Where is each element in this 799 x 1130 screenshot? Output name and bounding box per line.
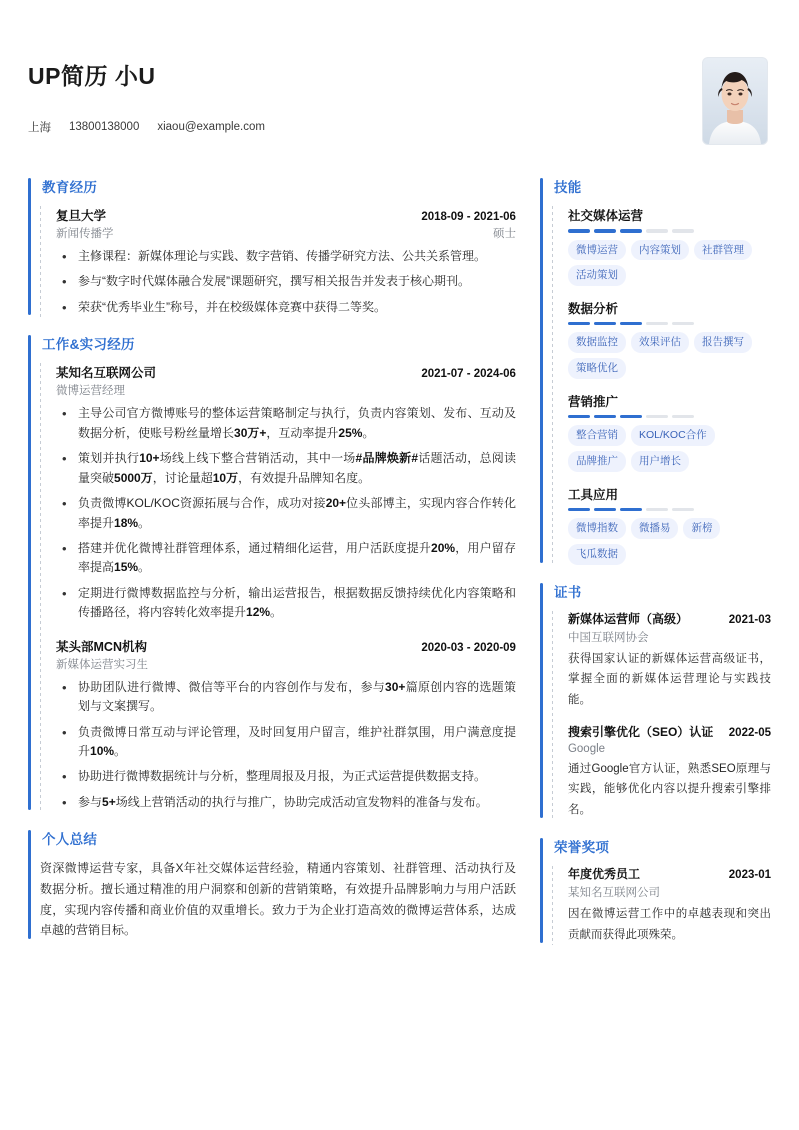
skill-level-bar (568, 508, 771, 512)
work-entry (56, 637, 516, 813)
avatar (703, 58, 767, 144)
skills-groups (552, 206, 771, 565)
entry-head (568, 724, 771, 741)
work-bullets (56, 678, 516, 813)
entry-head (56, 637, 516, 655)
certificate-entry (568, 724, 771, 820)
certificate-name: 新媒体运营师（高级） (567, 611, 688, 626)
job-title: 微博运营经理 (56, 385, 125, 398)
entry-sub-row (56, 656, 516, 672)
skill-level-bar (568, 415, 771, 419)
list-item: • 协助团队进行微博、微信等平台的内容创作与发布，参与30+篇原创内容的选题策划与文案撰写。 (56, 678, 516, 717)
skill-tag: 整合营销 (568, 425, 626, 446)
work-entry (56, 363, 516, 622)
list-item: • 策划并执行10+场线上线下整合营销活动，其中一场#品牌焕新#话题活动，总阅读量突破5000万，讨论量超10万，有效提升品牌知名度。 (56, 449, 516, 488)
skill-level-segment (672, 322, 694, 326)
honor-name: 年度优秀员工 (567, 867, 640, 882)
resume-columns (28, 176, 771, 961)
skill-group (568, 392, 771, 472)
job-title: 新媒体运营实习生 (56, 658, 148, 671)
skill-tag: 内容策划 (631, 240, 689, 261)
skill-level-segment (620, 322, 642, 326)
skill-tag: 品牌推广 (568, 451, 626, 472)
certificate-date: 2021-03 (728, 613, 771, 626)
entry-head (568, 611, 771, 628)
certificate-description: 通过Google官方认证，熟悉SEO原理与实践，能够优化内容以提升搜索引擎排名。 (567, 762, 771, 816)
certificate-description: 获得国家认证的新媒体运营高级证书，掌握全面的新媒体运营理论与实践技能。 (567, 652, 771, 706)
list-item: • 主导公司官方微博账号的整体运营策略制定与执行，负责内容策划、发布、互动及数据分析，使账号粉丝量增长30万+，互动率提升25%。 (56, 404, 516, 443)
section-title-honors: 荣誉奖项 (553, 840, 610, 856)
skill-level-segment (568, 508, 590, 512)
skill-group (568, 206, 771, 286)
degree-label: 硕士 (492, 228, 516, 240)
honor-description: 因在微博运营工作中的卓越表现和突出贡献而获得此项殊荣。 (567, 908, 771, 941)
skill-tag: 用户增长 (631, 451, 689, 472)
work-date: 2020-03 - 2020-09 (421, 641, 516, 654)
section-honors (540, 836, 771, 945)
skill-level-segment (620, 508, 642, 512)
skill-level-segment (672, 415, 694, 419)
section-title-work: 工作&实习经历 (42, 337, 135, 353)
skill-level-bar (568, 322, 771, 326)
list-item: • 负责微博KOL/KOC资源拓展与合作，成功对接20+位头部博主，实现内容合作转化率提升18%。 (56, 494, 516, 533)
skill-group-name: 营销推广 (567, 394, 618, 409)
skill-tag: 微博运营 (568, 240, 626, 261)
honor-entries (552, 866, 771, 945)
skill-tag: 报告撰写 (694, 332, 752, 353)
skill-tag: 效果评估 (631, 332, 689, 353)
work-date: 2021-07 - 2024-06 (421, 368, 516, 381)
major-name: 新闻传播学 (56, 228, 114, 240)
education-bullets (56, 247, 516, 317)
section-work (28, 333, 516, 812)
certificate-entry (568, 611, 771, 711)
work-bullets (56, 404, 516, 622)
skill-level-segment (568, 229, 590, 233)
section-title-education: 教育经历 (42, 180, 98, 195)
entry-head (568, 866, 771, 883)
skill-tags (568, 332, 771, 378)
company-name: 某知名互联网公司 (56, 366, 157, 381)
skill-level-segment (646, 322, 668, 326)
skill-tag: 微博指数 (568, 518, 626, 539)
section-certificates (540, 581, 771, 821)
skill-tags (568, 425, 771, 471)
skill-tag: 飞瓜数据 (568, 544, 626, 565)
portrait-photo-icon (703, 58, 767, 144)
right-column (540, 176, 771, 961)
contact-location: 上海 (28, 122, 51, 134)
certificate-issuer: 中国互联网协会 (567, 631, 649, 644)
skill-tag: 微播易 (631, 518, 679, 539)
section-education (28, 176, 516, 317)
honor-date: 2023-01 (728, 869, 771, 882)
school-name: 复旦大学 (56, 209, 107, 223)
certificate-date: 2022-05 (728, 727, 771, 740)
certificate-entries (552, 611, 771, 821)
section-title-certificates: 证书 (553, 584, 582, 600)
skill-level-segment (594, 322, 616, 326)
skill-group-name: 工具应用 (567, 487, 618, 502)
honor-issuer: 某知名互联网公司 (567, 887, 660, 900)
skill-tags (568, 518, 771, 564)
section-title-summary: 个人总结 (42, 832, 98, 848)
summary-text: 资深微博运营专家，具备X年社交媒体运营经验，精通内容策划、社群管理、活动执行及数据分析。擅长通过精准的用户洞察和创新的营销策略，有效提升品牌影响力与用户活跃度，实现内容传播和商业价值的双重增长。致力于为企业打造高效的微博运营体系，达成卓越的营销目标。 (40, 861, 516, 938)
skill-level-segment (646, 229, 668, 233)
education-entries (40, 206, 516, 317)
skill-tag: 策略优化 (568, 358, 626, 379)
skill-tag: 活动策划 (568, 265, 626, 286)
contact-phone: 13800138000 (69, 121, 140, 133)
section-skills (540, 176, 771, 565)
entry-head (56, 206, 516, 224)
resume-header (28, 58, 771, 176)
section-summary (28, 828, 516, 941)
skill-tags (568, 240, 771, 286)
list-item: • 参与“数字时代媒体融合发展”课题研究，撰写相关报告并发表于核心期刊。 (56, 272, 516, 291)
skill-group (568, 485, 771, 565)
section-title-skills: 技能 (553, 180, 582, 195)
skill-level-segment (568, 415, 590, 419)
skill-group-name: 数据分析 (567, 301, 618, 316)
list-item: • 参与5+场线上营销活动的执行与推广，协助完成活动宣发物料的准备与发布。 (56, 793, 516, 812)
skill-level-segment (672, 229, 694, 233)
education-date: 2018-09 - 2021-06 (421, 211, 516, 223)
list-item: • 主修课程：新媒体理论与实践、数字营销、传播学研究方法、公共关系管理。 (56, 247, 516, 266)
skill-tag: KOL/KOC合作 (631, 425, 715, 446)
skill-level-segment (594, 508, 616, 512)
education-entry (56, 206, 516, 317)
list-item: • 负责微博日常互动与评论管理，及时回复用户留言，维护社群氛围，用户满意度提升10%。 (56, 723, 516, 762)
entry-sub-row (56, 225, 516, 241)
skill-level-segment (594, 415, 616, 419)
certificate-name: 搜索引擎优化（SEO）认证 (567, 725, 714, 740)
skill-level-segment (594, 229, 616, 233)
entry-sub-row (56, 382, 516, 398)
skill-level-bar (568, 229, 771, 233)
list-item: • 荣获“优秀毕业生”称号，并在校级媒体竞赛中获得二等奖。 (56, 298, 516, 317)
contact-email: xiaou@example.com (157, 121, 265, 133)
work-entries (40, 363, 516, 812)
skill-level-segment (568, 322, 590, 326)
skill-level-segment (620, 415, 642, 419)
skill-level-segment (646, 508, 668, 512)
list-item: • 定期进行微博数据监控与分析，输出运营报告，根据数据反馈持续优化内容策略和传播路径，将内容转化效率提升12%。 (56, 584, 516, 623)
certificate-issuer: Google (567, 742, 606, 755)
skill-tag: 新榜 (683, 518, 720, 539)
contact-row (28, 119, 771, 135)
skill-tag: 数据监控 (568, 332, 626, 353)
skill-group-name: 社交媒体运营 (567, 209, 643, 223)
company-name: 某头部MCN机构 (56, 639, 147, 654)
list-item: • 协助进行微博数据统计与分析，整理周报及月报，为正式运营提供数据支持。 (56, 767, 516, 786)
left-column (28, 176, 516, 957)
list-item: • 搭建并优化微博社群管理体系，通过精细化运营，用户活跃度提升20%，用户留存率提高15%。 (56, 539, 516, 578)
skill-level-segment (620, 229, 642, 233)
skill-level-segment (672, 508, 694, 512)
honor-entry (568, 866, 771, 945)
skill-group (568, 299, 771, 379)
skill-tag: 社群管理 (694, 240, 752, 261)
skill-level-segment (646, 415, 668, 419)
page-title: UP简历 小U (28, 63, 156, 89)
entry-head (56, 363, 516, 381)
